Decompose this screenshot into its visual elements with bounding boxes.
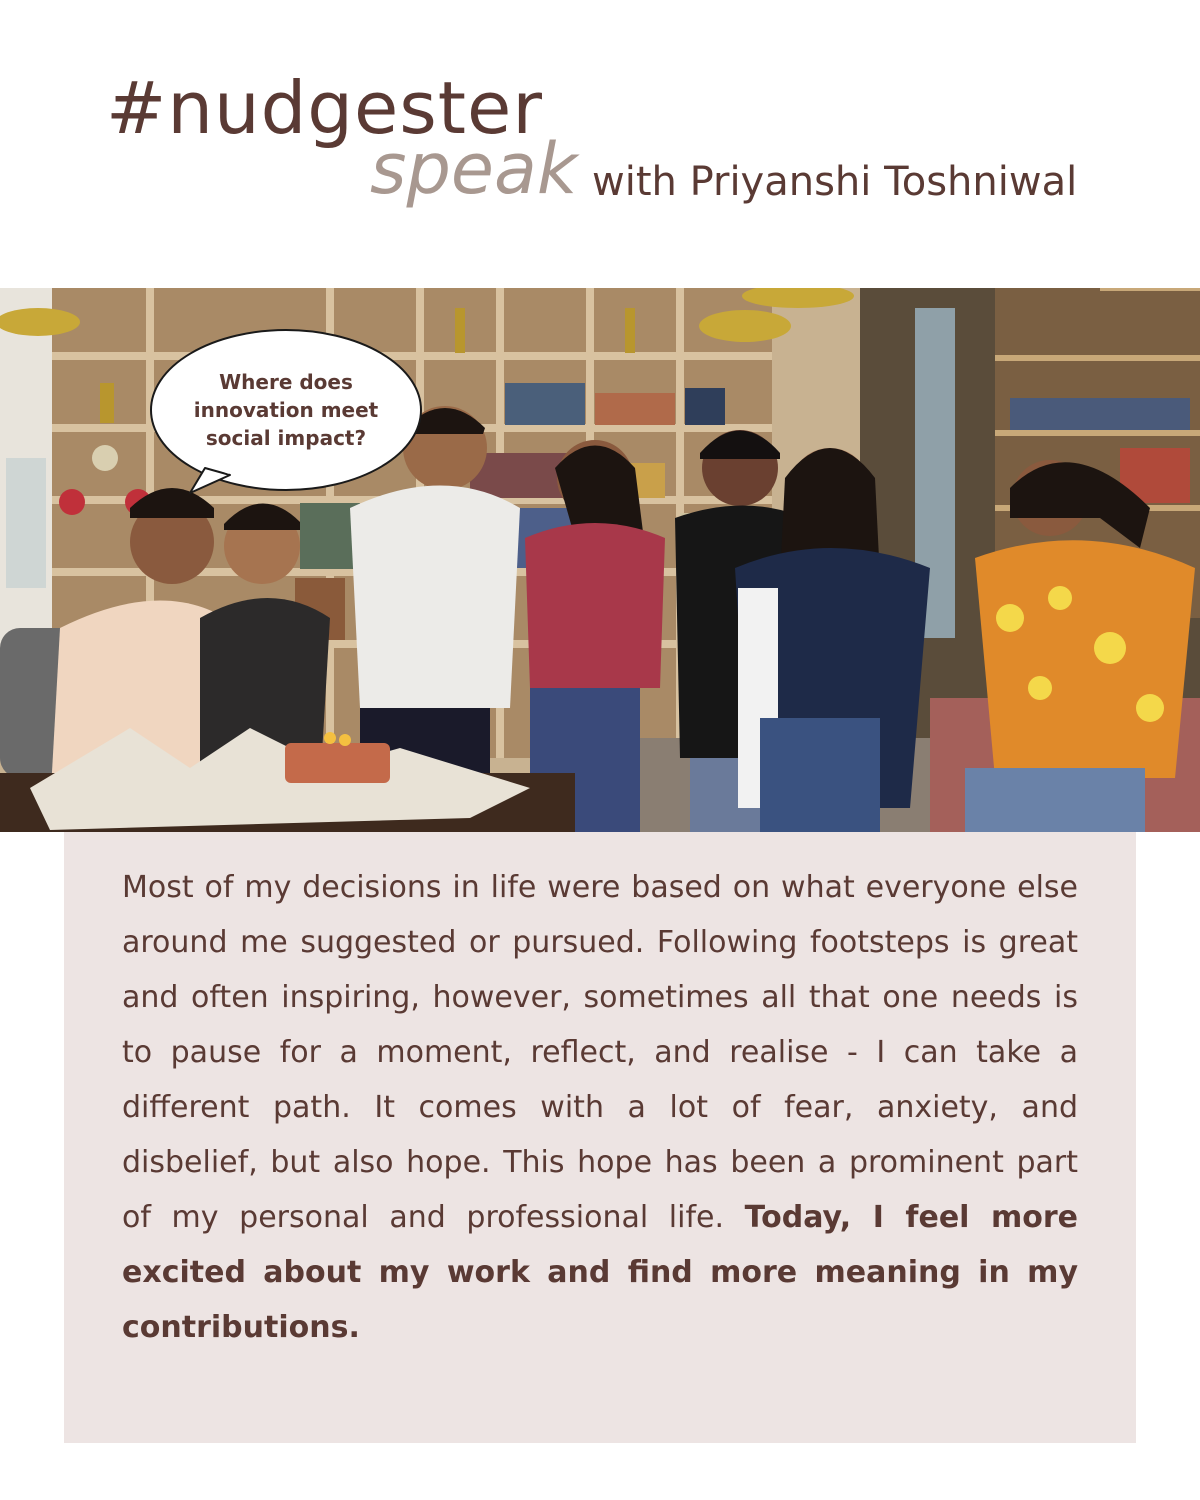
title-with-name: with Priyanshi Toshniwal (592, 159, 1078, 205)
quote-text (122, 860, 1078, 1355)
title-speak: speak (370, 128, 578, 210)
cake (285, 743, 390, 783)
speech-bubble-text: Where does innovation meet social impact? (193, 370, 379, 450)
title-hashtag: #nudgester (106, 66, 543, 150)
quote-emphasis: Today, I feel more excited about my work and find more meaning in my contributions. (122, 1200, 1078, 1345)
quote-body: Most of my decisions in life were based on what everyone else around me suggested or pursued. Following footsteps is great and often inspiring, however, sometimes all that one needs is to pause for a moment, reflect, and realise - I can take a different path. It comes with a lot of fear, anxiety, and disbelief, but also hope. This hope has been a prominent part of my personal and professional life. (122, 870, 1078, 1235)
quote-panel (64, 832, 1136, 1443)
